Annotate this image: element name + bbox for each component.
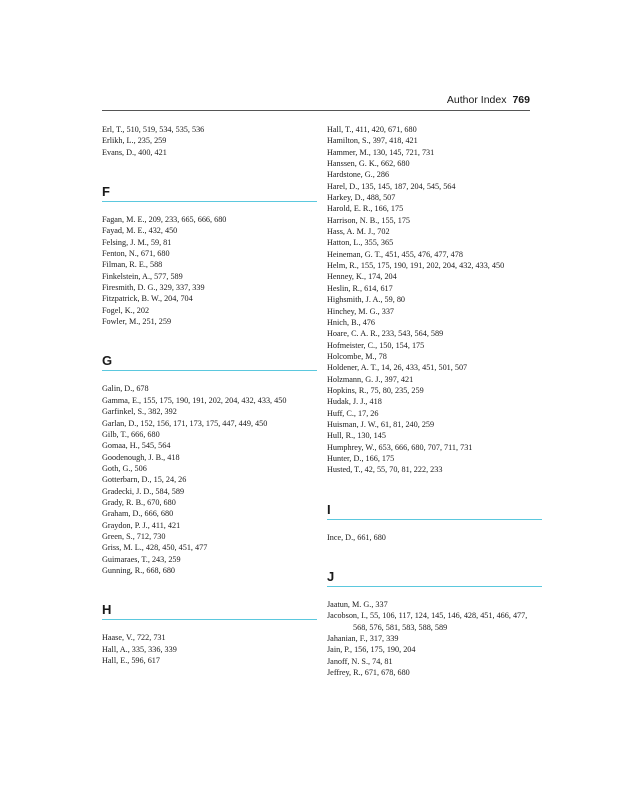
index-entry: Erl, T., 510, 519, 534, 535, 536 [102,125,205,134]
index-entry: Hall, T., 411, 420, 671, 680 [327,125,417,134]
index-entry: Evans, D., 400, 421 [102,147,167,157]
index-entry: Hass, A. M. J., 702 [327,227,390,237]
index-entry: Fogel, K., 202 [102,305,150,315]
section-rule [102,201,317,202]
index-entry: Hopkins, R., 75, 80, 235, 259 [327,385,424,395]
index-entry: Green, S., 712, 730 [102,531,166,541]
index-entry: Gunning, R., 668, 680 [102,565,176,575]
index-entry: Holdener, A. T., 14, 26, 433, 451, 501, 507 [327,363,468,373]
index-entry: Huff, C., 17, 26 [327,408,379,418]
index-entry: Gamma, E., 155, 175, 190, 191, 202, 204, 432, 433, 450 [102,395,287,405]
header-rule [102,110,530,111]
index-entry: Harkey, D., 488, 507 [327,193,396,203]
page-number: 769 [512,94,530,106]
index-entry: Firesmith, D. G., 329, 337, 339 [102,283,205,293]
index-entry: Gotterbarn, D., 15, 24, 26 [102,475,187,485]
index-entry: Guimaraes, T., 243, 259 [102,554,181,564]
index-entry: Hinchey, M. G., 337 [327,306,395,316]
index-entry: Jacobson, I., 55, 106, 117, 124, 145, 146, 428, 451, 466, 477, 568, 576, 581, 583, 588, 589 [327,611,528,632]
index-entry: Hatton, L., 355, 365 [327,238,394,248]
index-entry: Jain, P., 156, 175, 190, 204 [327,645,416,655]
index-entry: Goth, G., 506 [102,463,147,473]
section-letter: I [327,501,331,517]
index-entry: Holcombe, M., 78 [327,351,387,361]
index-entry: Garlan, D., 152, 156, 171, 173, 175, 447, 449, 450 [102,418,268,428]
index-entry: Goodenough, J. B., 418 [102,452,180,462]
left-index-column [102,124,317,666]
index-entry: Holzmann, G. J., 397, 421 [327,374,414,384]
index-entry: Gradecki, J. D., 584, 589 [102,486,185,496]
index-entry: Harold, E. R., 166, 175 [327,204,404,214]
index-entry: Hammer, M., 130, 145, 721, 731 [327,147,435,157]
index-entry: Galin, D., 678 [102,384,149,394]
index-entry: Heslin, R., 614, 617 [327,283,393,293]
running-header-title: Author Index [446,94,507,106]
index-entry: Helm, R., 155, 175, 190, 191, 202, 204, 432, 433, 450 [327,261,505,271]
index-entry: Highsmith, J. A., 59, 80 [327,295,406,305]
section-letter: J [327,569,335,584]
running-header [447,94,530,106]
index-entry: Hunter, D., 166, 175 [327,453,395,463]
index-entry: Graydon, P. J., 411, 421 [102,520,181,530]
index-entry: Hall, E., 596, 617 [102,656,160,665]
index-entry: Hardstone, G., 286 [327,170,390,180]
index-entry: Jeffrey, R., 671, 678, 680 [327,668,410,678]
index-entry: Janoff, N. S., 74, 81 [327,656,393,666]
letter-section-i [327,501,542,520]
index-entry: Gilb, T., 666, 680 [102,429,160,439]
index-entry: Finkelstein, A., 577, 589 [102,271,183,281]
section-letter: H [102,602,112,618]
index-entry: Henney, K., 174, 204 [327,272,397,282]
section-rule [102,370,317,371]
letter-section-j [327,568,542,587]
index-entry: Husted, T., 42, 55, 70, 81, 222, 233 [327,465,443,475]
index-entry: Hull, R., 130, 145 [327,431,386,441]
section-letter: G [102,353,113,369]
right-index-column [327,124,542,678]
index-entry: Garfinkel, S., 382, 392 [102,407,177,417]
section-rule [102,619,317,620]
letter-section-g [102,352,317,371]
index-entry: Huisman, J. W., 61, 81, 240, 259 [327,419,435,429]
index-entry: Grady, R. B., 670, 680 [102,497,176,507]
index-entry: Harrison, N. B., 155, 175 [327,215,411,225]
section-letter: F [102,184,110,200]
index-entry: Griss, M. L., 428, 450, 451, 477 [102,543,208,553]
index-entry: Haase, V., 722, 731 [102,633,166,643]
index-entry: Harel, D., 135, 145, 187, 204, 545, 564 [327,181,456,191]
index-entry: Fagan, M. E., 209, 233, 665, 666, 680 [102,215,227,225]
index-entry: Heineman, G. T., 451, 455, 476, 477, 478 [327,249,463,259]
index-entry: Fitzpatrick, B. W., 204, 704 [102,294,193,304]
index-entry: Fowler, M., 251, 259 [102,317,172,327]
letter-section-h [102,601,317,620]
index-entry: Gomaa, H., 545, 564 [102,441,171,451]
index-entry: Felsing, J. M., 59, 81 [102,237,172,247]
index-entry: Filman, R. E., 588 [102,260,163,270]
index-entry: Ince, D., 661, 680 [327,532,386,542]
index-entry: Hoare, C. A. R., 233, 543, 564, 589 [327,329,444,339]
section-rule [327,586,542,587]
index-entry: Humphrey, W., 653, 666, 680, 707, 711, 731 [327,442,473,452]
index-entry: Hanssen, G. K., 662, 680 [327,159,410,169]
index-entry: Jahanian, F., 317, 339 [327,634,399,644]
index-entry: Fenton, N., 671, 680 [102,249,170,259]
index-entry: Hamilton, S., 397, 418, 421 [327,136,418,146]
index-entry: Graham, D., 666, 680 [102,509,174,519]
index-entry: Hofmeister, C., 150, 154, 175 [327,340,425,350]
index-entry: Hudak, J. J., 418 [327,397,382,407]
index-entry: Jaatun, M. G., 337 [327,600,388,609]
index-entry: Hall, A., 335, 336, 339 [102,644,177,654]
index-entry: Hnich, B., 476 [327,317,375,327]
section-rule [327,519,542,520]
letter-section-f [102,183,317,202]
index-entry: Erlikh, L., 235, 259 [102,136,167,146]
index-entry: Fayad, M. E., 432, 450 [102,226,178,236]
